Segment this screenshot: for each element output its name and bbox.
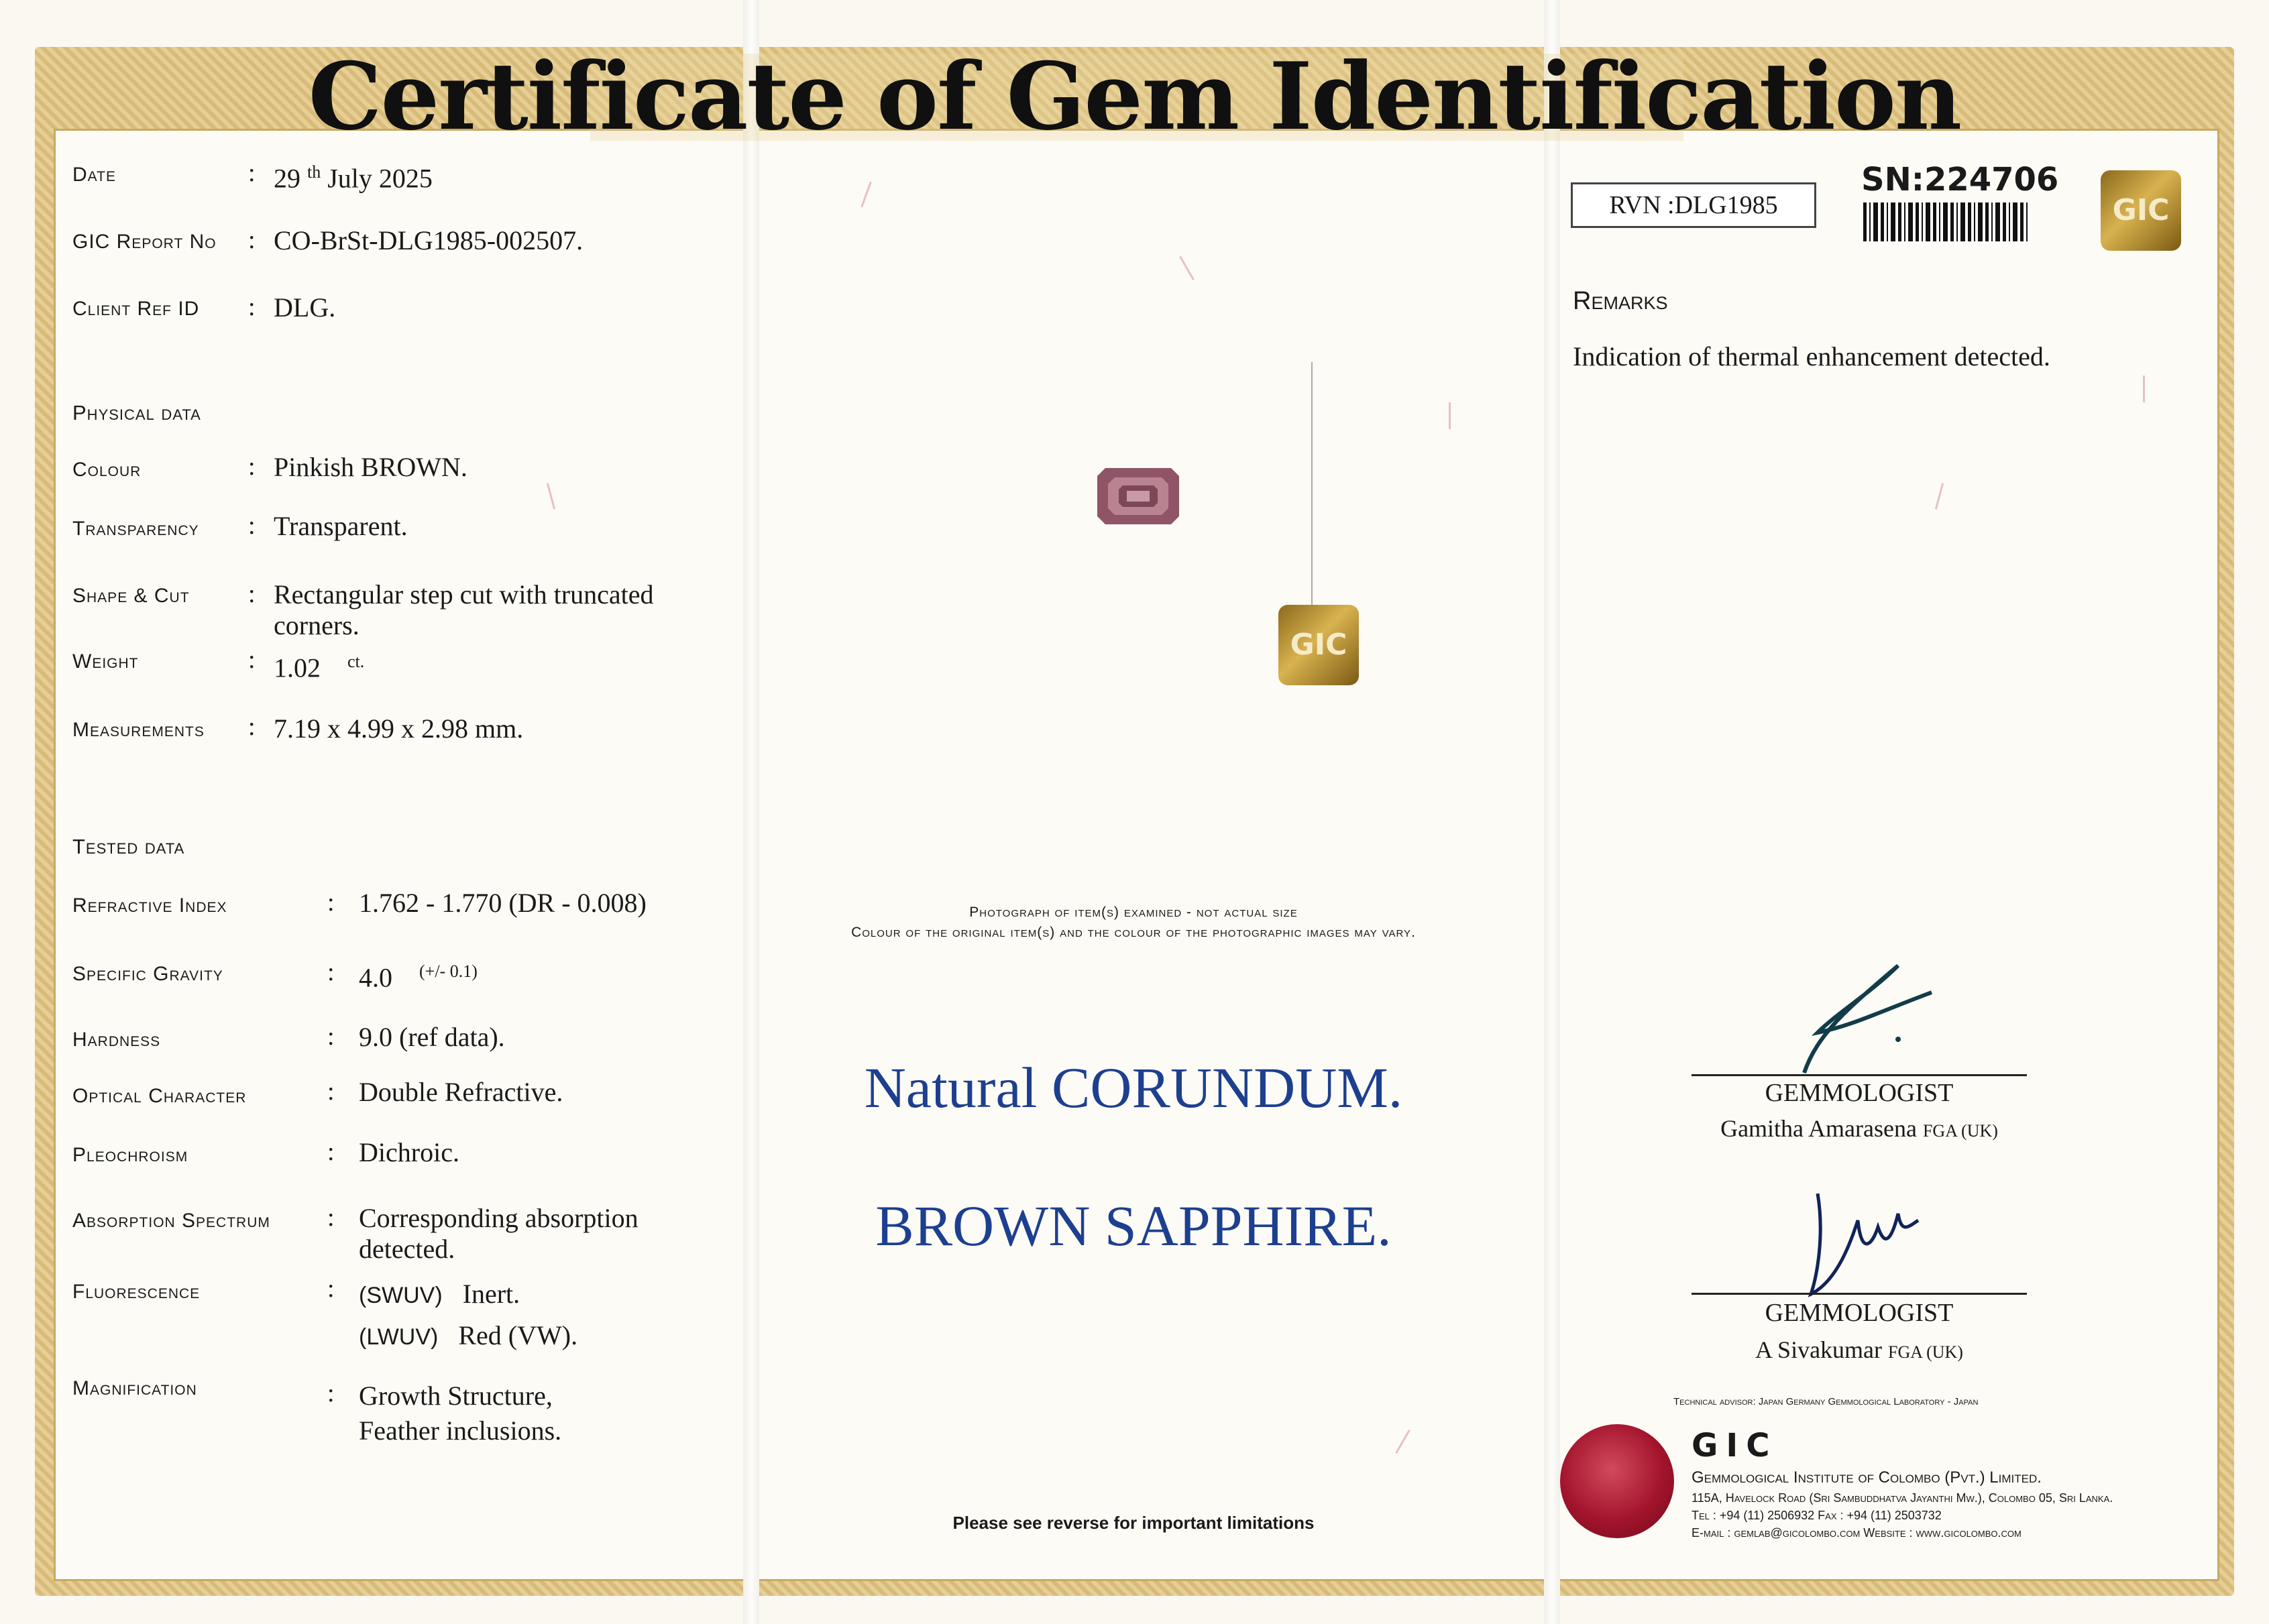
pleochroism-label: Pleochroism	[72, 1144, 188, 1166]
physical-data-heading: Physical data	[72, 401, 201, 424]
institute-phone: Tel : +94 (11) 2506932 Fax : +94 (11) 2503732	[1692, 1509, 1942, 1522]
sg-label: Specific Gravity	[72, 963, 223, 985]
tested-data-heading: Tested data	[72, 835, 185, 858]
absorption-value: Corresponding absorption detected.	[359, 1203, 639, 1264]
remarks-text: Indication of thermal enhancement detected.	[1573, 341, 2050, 371]
certificate-title: Certificate of Gem Identification	[308, 42, 1961, 151]
paper-fleck	[2143, 375, 2145, 402]
signature-line-1	[1692, 1074, 2027, 1076]
gemmologist-title-2: GEMMOLOGIST	[1765, 1299, 1954, 1327]
gic-logo-badge: GIC	[2101, 170, 2181, 251]
technical-advisor-note: Technical advisor: Japan Germany Gemmological Laboratory - Japan	[1673, 1396, 1979, 1407]
colon: :	[248, 226, 256, 254]
colon: :	[248, 512, 256, 540]
colon: :	[248, 646, 256, 674]
fold-line-left	[743, 0, 759, 1624]
report-no-value: CO-BrSt-DLG1985-002507.	[274, 225, 584, 255]
measurements-label: Measurements	[72, 719, 205, 741]
photo-note: Photograph of item(s) examined - not actual size Colour of the original item(s) and the colour of the photographic images may vary.	[851, 905, 1416, 940]
gic-hologram-badge: GIC	[1278, 605, 1359, 685]
shape-cut-label: Shape & Cut	[72, 585, 190, 607]
date-value: 29 $^{th}$ July 2025	[274, 162, 433, 194]
barcode	[1863, 202, 2028, 241]
shape-cut-value: Rectangular step cut with truncated corners.	[274, 579, 654, 640]
photo-string	[1311, 362, 1313, 617]
gemstone-photo	[1097, 468, 1179, 524]
institute-name: Gemmological Institute of Colombo (Pvt.) Limited.	[1692, 1468, 2042, 1487]
signature-line-2	[1692, 1293, 2027, 1295]
colon: :	[248, 453, 256, 481]
pleochroism-value: Dichroic.	[359, 1137, 459, 1167]
absorption-label: Absorption Spectrum	[72, 1210, 270, 1232]
colon: :	[327, 1275, 335, 1303]
transparency-label: Transparency	[72, 518, 199, 540]
optical-value: Double Refractive.	[359, 1077, 563, 1107]
rvn-box: RVN :DLG1985	[1571, 182, 1816, 228]
colon: :	[327, 1379, 335, 1407]
colon: :	[248, 293, 256, 321]
colour-label: Colour	[72, 459, 142, 481]
measurements-value: 7.19 x 4.99 x 2.98 mm.	[274, 713, 524, 744]
magnification-value: Growth Structure, Feather inclusions.	[359, 1381, 562, 1446]
sg-value: 4.0 $^{(+/- 0.1)}$	[359, 962, 478, 993]
colon: :	[327, 958, 335, 986]
colour-value: Pinkish BROWN.	[274, 452, 467, 482]
client-ref-label: Client Ref ID	[72, 298, 200, 320]
ri-value: 1.762 - 1.770 (DR - 0.008)	[359, 888, 647, 918]
fold-line-right	[1544, 0, 1560, 1624]
weight-value: 1.02 $^{ct.}$	[274, 652, 365, 683]
institute-logo: GIC	[1692, 1427, 1778, 1464]
transparency-value: Transparent.	[274, 511, 408, 541]
colon: :	[327, 1204, 335, 1232]
species-result: Natural CORUNDUM.	[864, 1055, 1403, 1120]
remarks-heading: Remarks	[1573, 287, 1668, 315]
colon: :	[248, 159, 256, 187]
signature-2	[1797, 1180, 1932, 1301]
gemmologist-name-1: Gamitha Amarasena FGA (UK)	[1720, 1115, 1998, 1142]
date-label: Date	[72, 164, 116, 186]
institute-contact: E-mail : gemlab@gicolombo.com Website : www.gicolombo.com	[1692, 1526, 2022, 1540]
signature-1	[1777, 952, 1945, 1086]
wax-seal	[1560, 1424, 1674, 1538]
variety-result: BROWN SAPPHIRE.	[875, 1194, 1392, 1258]
colon: :	[327, 1023, 335, 1051]
report-no-label: GIC Report No	[72, 231, 217, 253]
colon: :	[327, 1138, 335, 1166]
ri-label: Refractive Index	[72, 894, 227, 917]
colon: :	[327, 1078, 335, 1106]
hardness-value: 9.0 (ref data).	[359, 1022, 505, 1052]
institute-address: 115A, Havelock Road (Sri Sambuddhatva Jayanthi Mw.), Colombo 05, Sri Lanka.	[1692, 1491, 2113, 1505]
colon: :	[248, 580, 256, 608]
client-ref-value: DLG.	[274, 292, 336, 323]
optical-label: Optical Character	[72, 1085, 247, 1107]
paper-fleck	[1449, 402, 1451, 429]
serial-number: SN:224706	[1861, 161, 2059, 198]
fluorescence-value: (SWUV) Inert. (LWUV) Red (VW).	[359, 1279, 578, 1350]
weight-label: Weight	[72, 650, 139, 673]
magnification-label: Magnification	[72, 1377, 197, 1399]
colon: :	[248, 713, 256, 741]
gemmologist-title-1: GEMMOLOGIST	[1765, 1079, 1954, 1107]
gemmologist-name-2: A Sivakumar FGA (UK)	[1755, 1336, 1963, 1363]
colon: :	[327, 888, 335, 917]
limitations-note: Please see reverse for important limitations	[952, 1513, 1315, 1533]
fluorescence-label: Fluorescence	[72, 1281, 201, 1303]
hardness-label: Hardness	[72, 1029, 161, 1051]
